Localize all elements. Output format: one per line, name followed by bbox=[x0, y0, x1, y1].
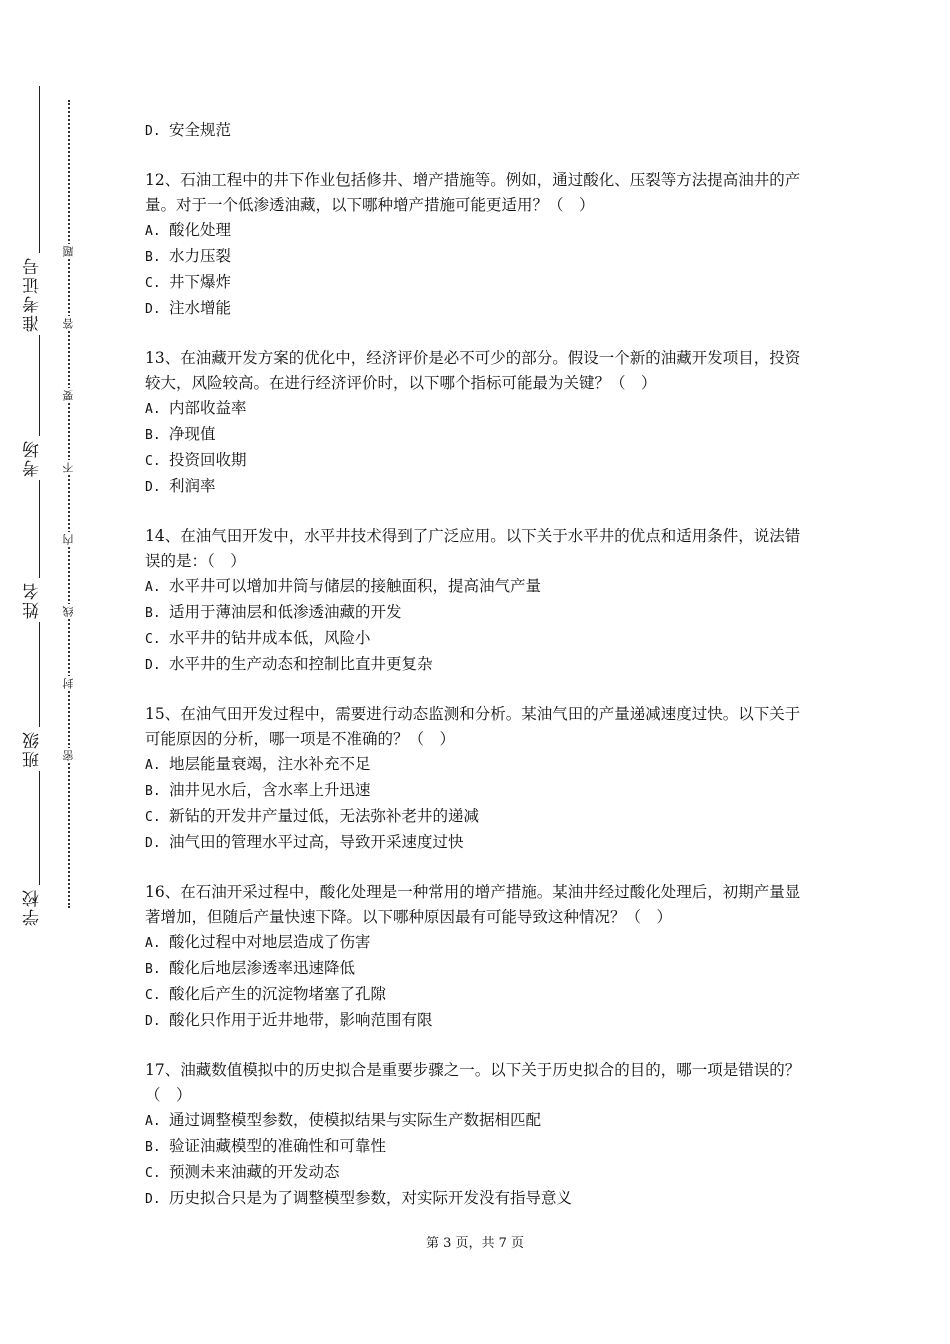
option-d: D. 油气田的管理水平过高，导致开采速度过快 bbox=[145, 833, 464, 851]
option-c: C. 预测未来油藏的开发动态 bbox=[145, 1163, 340, 1181]
page-footer: 第 3 页，共 7 页 bbox=[425, 1236, 525, 1251]
option-b: B. 酸化后地层渗透率迅速降低 bbox=[145, 959, 356, 977]
binding-dotted-line bbox=[68, 100, 70, 908]
option-d: D. 历史拟合只是为了调整模型参数，对实际开发没有指导意义 bbox=[145, 1189, 573, 1207]
option-d: D. 水平井的生产动态和控制比直井更复杂 bbox=[145, 655, 433, 673]
question-15 bbox=[145, 702, 815, 856]
field-name: 姓名 bbox=[25, 578, 42, 622]
field-exam-id: 准考证号 bbox=[25, 253, 42, 335]
seal-char: 内 bbox=[62, 534, 75, 545]
option-b: B. 验证油藏模型的准确性和可靠性 bbox=[145, 1137, 387, 1155]
question-12 bbox=[145, 168, 815, 322]
question-11-tail bbox=[145, 118, 815, 144]
question-16 bbox=[145, 880, 815, 1034]
option-a: A. 水平井可以增加井筒与储层的接触面积，提高油气产量 bbox=[145, 577, 542, 595]
seal-char: 密 bbox=[62, 750, 75, 761]
option-d: D. 注水增能 bbox=[145, 299, 232, 317]
option-c: C. 投资回收期 bbox=[145, 451, 247, 469]
question-13 bbox=[145, 346, 815, 500]
option-c: C. 水平井的钻井成本低，风险小 bbox=[145, 629, 371, 647]
question-stem: 16、在石油开采过程中，酸化处理是一种常用的增产措施。某油井经过酸化处理后，初期产量显著增加，但随后产量快速下降。以下哪种原因最有可能导致这种情况？（ ） bbox=[145, 883, 801, 926]
question-stem: 15、在油气田开发过程中，需要进行动态监测和分析。某油气田的产量递减速度过快。以下关于可能原因的分析，哪一项是不准确的？（ ） bbox=[145, 705, 801, 748]
option-d: D. 利润率 bbox=[145, 477, 216, 495]
seal-char: 不 bbox=[62, 462, 75, 473]
option-b: B. 适用于薄油层和低渗透油藏的开发 bbox=[145, 603, 402, 621]
field-school: 学校 bbox=[25, 885, 42, 929]
question-stem: 13、在油藏开发方案的优化中，经济评价是必不可少的部分。假设一个新的油藏开发项目，投资较大，风险较高。在进行经济评价时，以下哪个指标可能最为关键？（ ） bbox=[145, 349, 801, 392]
seal-char: 线 bbox=[62, 606, 75, 617]
question-stem: 14、在油气田开发中，水平井技术得到了广泛应用。以下关于水平井的优点和适用条件，说法错误的是：（ ） bbox=[145, 527, 801, 570]
option-b: B. 净现值 bbox=[145, 425, 216, 443]
seal-char: 答 bbox=[62, 318, 75, 329]
question-list bbox=[145, 118, 815, 1236]
seal-char: 封 bbox=[62, 678, 75, 689]
option-b: B. 水力压裂 bbox=[145, 247, 232, 265]
seal-char: 题 bbox=[62, 246, 75, 257]
option-c: C. 新钻的开发井产量过低，无法弥补老井的递减 bbox=[145, 807, 480, 825]
field-exam-room: 考场 bbox=[25, 436, 42, 480]
option-a: A. 地层能量衰竭，注水补充不足 bbox=[145, 755, 371, 773]
option-a: A. 酸化过程中对地层造成了伤害 bbox=[145, 933, 371, 951]
option-a: A. 通过调整模型参数，使模拟结果与实际生产数据相匹配 bbox=[145, 1111, 542, 1129]
option-c: C. 井下爆炸 bbox=[145, 273, 232, 291]
option-a: A. 内部收益率 bbox=[145, 399, 247, 417]
question-14 bbox=[145, 524, 815, 678]
option-d: D. 酸化只作用于近井地带，影响范围有限 bbox=[145, 1011, 433, 1029]
field-class: 班级 bbox=[25, 727, 42, 771]
question-stem: 17、油藏数值模拟中的历史拟合是重要步骤之一。以下关于历史拟合的目的，哪一项是错误的？（ ） bbox=[145, 1061, 801, 1104]
option-b: B. 油井见水后，含水率上升迅速 bbox=[145, 781, 371, 799]
option-c: C. 酸化后产生的沉淀物堵塞了孔隙 bbox=[145, 985, 387, 1003]
option-d: D. 安全规范 bbox=[145, 121, 232, 139]
question-17 bbox=[145, 1058, 815, 1212]
binding-margin bbox=[0, 0, 120, 1344]
option-a: A. 酸化处理 bbox=[145, 221, 232, 239]
binding-solid-line bbox=[39, 86, 40, 921]
question-stem: 12、石油工程中的井下作业包括修井、增产措施等。例如，通过酸化、压裂等方法提高油井的产量。对于一个低渗透油藏，以下哪种增产措施可能更适用？（ ） bbox=[145, 171, 801, 214]
seal-char: 要 bbox=[62, 390, 75, 401]
